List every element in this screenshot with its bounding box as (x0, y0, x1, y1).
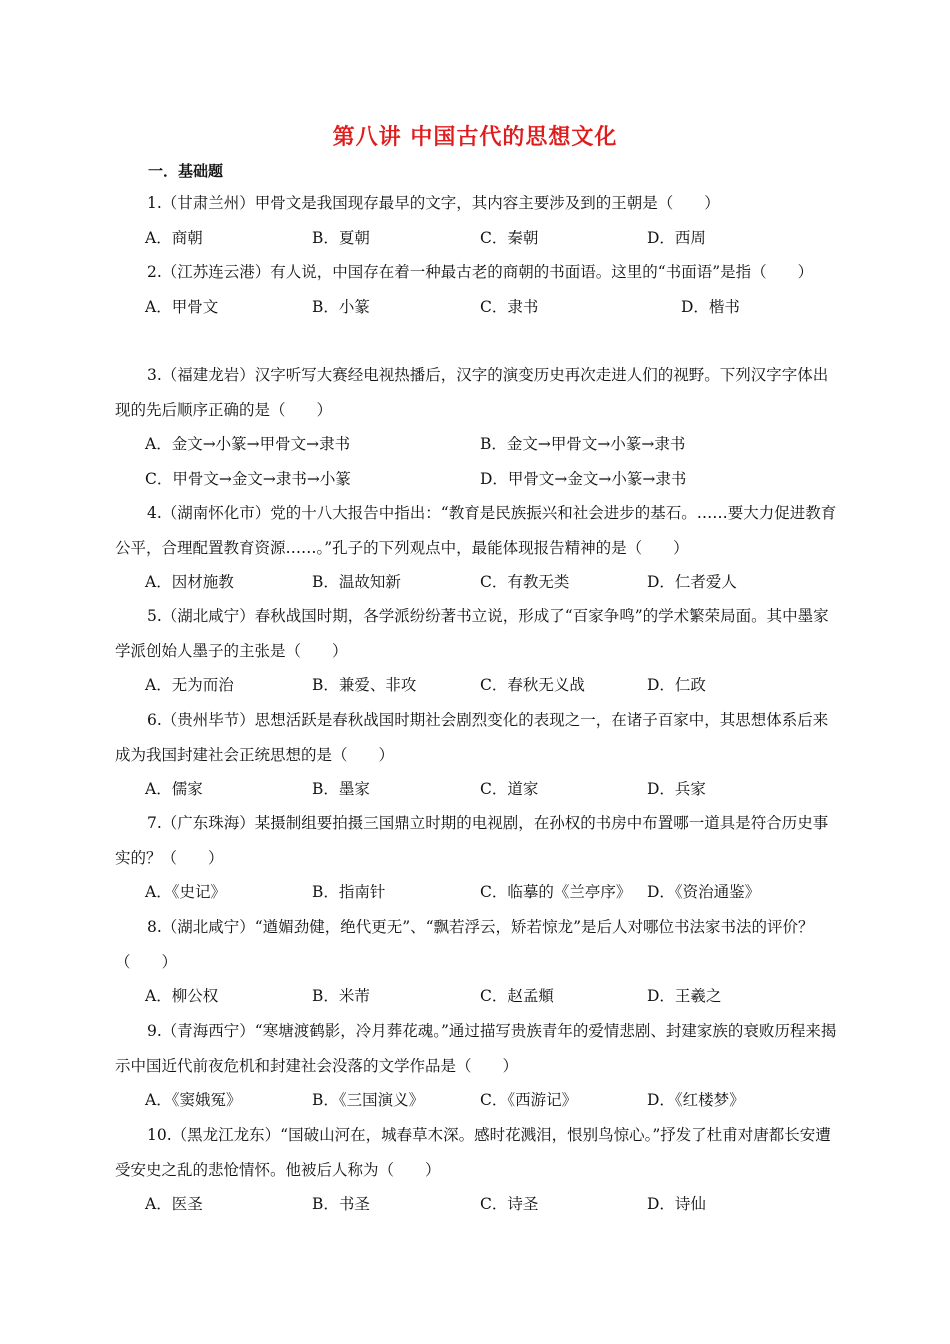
question-5 (115, 599, 837, 703)
option-a: A．甲骨文 (145, 297, 219, 316)
option-c: C．有教无类 (480, 573, 570, 591)
option-d: D．《资治通鉴》 (647, 883, 761, 901)
option-a: A．儒家 (145, 780, 203, 798)
option-b: B．墨家 (312, 780, 370, 798)
option-a: A．无为而治 (145, 676, 234, 694)
question-stem: 1.（甘肃兰州）甲骨文是我国现存最早的文字，其内容主要涉及到的王朝是（ ） (147, 194, 720, 212)
option-b: B．金文→甲骨文→小篆→隶书 (480, 435, 686, 453)
options-row (115, 565, 837, 600)
option-c: C．临摹的《兰亭序》 (480, 883, 632, 901)
question-stem: 10.（黑龙江龙东）“国破山河在，城春草木深。感时花溅泪，恨别鸟惊心。”抒发了杜甫对唐都长安遭受安史之乱的悲怆情怀。他被后人称为（ ） (115, 1126, 831, 1179)
question-stem: 7.（广东珠海）某摄制组要拍摄三国鼎立时期的电视剧，在孙权的书房中布置哪一道具是符合历史事实的？（ ） (115, 814, 829, 867)
option-d: D．仁政 (647, 676, 706, 694)
option-c: C．道家 (480, 780, 539, 798)
option-c: C．赵孟頫 (480, 987, 554, 1005)
option-d: D．仁者爱人 (647, 573, 737, 591)
question-stem: 5.（湖北咸宁）春秋战国时期，各学派纷纷著书立说，形成了“百家争鸣”的学术繁荣局面。其中墨家学派创始人墨子的主张是（ ） (115, 607, 829, 660)
options-row (115, 290, 837, 325)
option-c: C．春秋无义战 (480, 676, 585, 694)
option-b: B．温故知新 (312, 573, 401, 591)
options-row (115, 979, 837, 1014)
options-row (115, 1083, 837, 1118)
option-c: C．《西游记》 (480, 1091, 578, 1109)
option-b: B．书圣 (312, 1195, 370, 1213)
question-10 (115, 1118, 837, 1222)
section-heading: 一．基础题 (148, 162, 224, 180)
question-2 (115, 255, 837, 324)
question-8 (115, 910, 837, 1014)
question-1 (115, 186, 837, 255)
question-4 (115, 496, 837, 600)
option-a: A．金文→小篆→甲骨文→隶书 (145, 435, 351, 453)
option-d: D．诗仙 (647, 1195, 706, 1213)
option-d: D．楷书 (681, 297, 740, 316)
option-c: C．秦朝 (480, 228, 539, 247)
options-row (115, 875, 837, 910)
question-stem: 2.（江苏连云港）有人说，中国存在着一种最古老的商朝的书面语。这里的“书面语”是指（ ） (147, 263, 814, 281)
options-row (115, 462, 837, 497)
option-a: A．因材施教 (145, 573, 234, 591)
question-3 (115, 358, 837, 496)
option-c: C．甲骨文→金文→隶书→小篆 (145, 469, 351, 488)
option-b: B．兼爱、非攻 (312, 676, 417, 694)
option-d: D．甲骨文→金文→小篆→隶书 (480, 469, 687, 488)
question-stem: 9.（青海西宁）“寒塘渡鹤影，冷月葬花魂。”通过描写贵族青年的爱情悲剧、封建家族的衰败历程来揭示中国近代前夜危机和封建社会没落的文学作品是（ ） (115, 1022, 837, 1075)
question-stem: 3.（福建龙岩）汉字听写大赛经电视热播后，汉字的演变历史再次走进人们的视野。下列汉字字体出现的先后顺序正确的是（ ） (115, 366, 829, 419)
options-row (115, 221, 837, 256)
question-9 (115, 1014, 837, 1118)
question-stem: 8.（湖北咸宁）“遒媚劲健，绝代更无”、“飘若浮云，矫若惊龙”是后人对哪位书法家书法的评价？（ ） (115, 918, 814, 971)
option-b: B．米芾 (312, 987, 370, 1005)
option-a: A．《史记》 (145, 883, 226, 901)
option-a: A．柳公权 (145, 987, 219, 1005)
option-c: C．隶书 (480, 297, 539, 316)
options-row (115, 668, 837, 703)
question-stem: 6.（贵州毕节）思想活跃是春秋战国时期社会剧烈变化的表现之一，在诸子百家中，其思想体系后来成为我国封建社会正统思想的是（ ） (115, 711, 829, 764)
option-c: C．诗圣 (480, 1195, 539, 1213)
option-d: D．王羲之 (647, 987, 722, 1005)
option-a: A．《窦娥冤》 (145, 1091, 242, 1109)
question-stem: 4.（湖南怀化市）党的十八大报告中指出：“教育是民族振兴和社会进步的基石。……要大力促进教育公平，合理配置教育资源……。”孔子的下列观点中，最能体现报告精神的是（ ） (115, 504, 837, 557)
option-b: B．《三国演义》 (312, 1091, 425, 1109)
option-d: D．《红楼梦》 (647, 1091, 745, 1109)
question-6 (115, 703, 837, 807)
options-row (115, 772, 837, 807)
options-row (115, 1187, 837, 1222)
option-d: D．西周 (647, 228, 706, 247)
question-7 (115, 806, 837, 910)
option-b: B．夏朝 (312, 228, 370, 247)
option-b: B．指南针 (312, 883, 386, 901)
options-row (115, 427, 837, 462)
option-d: D．兵家 (647, 780, 706, 798)
option-a: A．医圣 (145, 1195, 203, 1213)
option-a: A．商朝 (145, 228, 203, 247)
page-title: 第八讲 中国古代的思想文化 (332, 125, 618, 150)
option-b: B．小篆 (312, 297, 370, 316)
